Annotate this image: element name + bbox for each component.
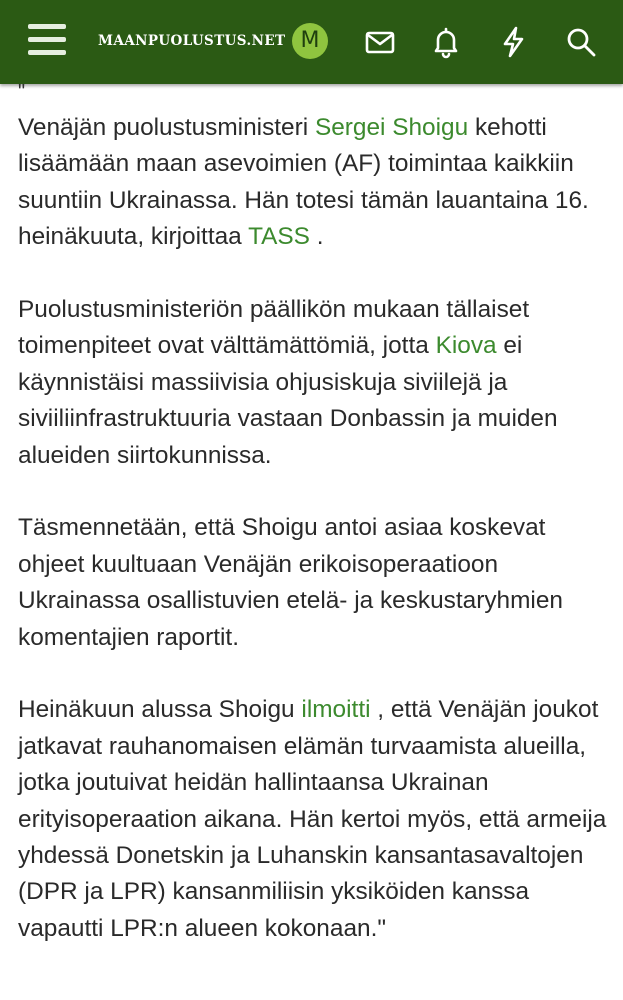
article-paragraph-2 <box>18 292 608 474</box>
article-paragraph-1 <box>18 110 608 256</box>
site-logo[interactable]: MAANPUOLUSTUS.NET <box>98 33 286 49</box>
paragraph-text: Venäjän puolustusministeri <box>18 114 315 141</box>
article-body <box>18 80 608 984</box>
link-sergei-shoigu[interactable]: Sergei Shoigu <box>314 114 469 141</box>
bell-icon[interactable] <box>429 25 463 59</box>
article-paragraph-3 <box>18 510 608 656</box>
paragraph-text: . <box>309 223 324 251</box>
link-tass[interactable]: TASS <box>248 223 310 251</box>
user-avatar[interactable]: M <box>292 23 328 59</box>
top-navigation-bar <box>0 0 623 84</box>
search-icon[interactable] <box>564 25 598 59</box>
paragraph-text: Puolustusministeriön päällikön mukaan tällaiset toimenpiteet ovat välttämättömiä, jotta <box>18 296 530 360</box>
mail-icon[interactable] <box>363 25 397 59</box>
lightning-icon[interactable] <box>496 25 530 59</box>
opening-quote: " <box>18 81 26 103</box>
paragraph-text: kehotti lisäämään maan asevoimien (AF) toimintaa kaikkiin suuntiin Ukrainassa. Hän totesi tämän lauantaina 16. heinäkuuta, kirjoittaa <box>18 114 589 251</box>
link-ilmoitti[interactable]: ilmoitti <box>301 696 371 724</box>
paragraph-text: Täsmennetään, että Shoigu antoi asiaa koskevat ohjeet kuultuaan Venäjän erikoisoperaatioon Ukrainassa osallistuvien etelä- ja keskustaryhmien komentajien raportit. <box>18 514 563 651</box>
paragraph-text: ei käynnistäisi massiivisia ohjusiskuja siviilejä ja siviiliinfrastruktuuria vastaan Donbassin ja muiden alueiden siirtokunnissa. <box>18 332 558 469</box>
article-paragraph-4 <box>18 692 608 947</box>
link-kiova[interactable]: Kiova <box>435 332 497 360</box>
menu-icon[interactable] <box>28 24 66 56</box>
paragraph-text: , että Venäjän joukot jatkavat rauhanomaisen elämän turvaamista alueilla, jotka joutuivat heidän hallintaansa Ukrainan erityisoperaation aikana. Hän kertoi myös, että armeija yhdessä Donetskin ja Luhanskin kansantasavaltojen (DPR ja LPR) kansanmiliisin yksiköiden kanssa vapautti LPR:n alueen kokonaan." <box>18 696 607 942</box>
paragraph-text: Heinäkuun alussa Shoigu <box>18 696 302 724</box>
